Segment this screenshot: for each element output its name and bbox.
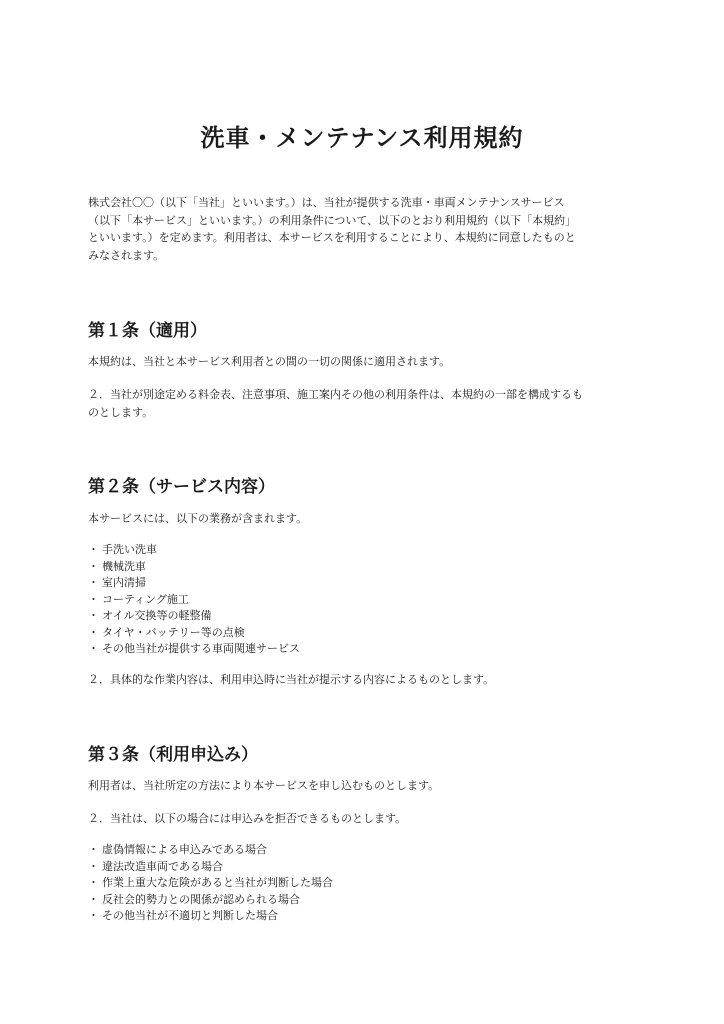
list-item-text: 機械洗車 — [102, 559, 146, 573]
bullet-mark: ・ — [88, 892, 99, 906]
paragraph-line: 本サービスには、以下の業務が含まれます。 — [88, 512, 308, 525]
list-item-text: コーティング施工 — [102, 592, 189, 606]
intro-line: といいます。）を定めます。利用者は、本サービスを利用することにより、本規約に同意したものと — [88, 231, 576, 244]
bullet-mark: ・ — [88, 625, 99, 639]
intro-line: （以下「本サービス」といいます。）の利用条件について、以下のとおり利用規約（以下「本規約」 — [88, 213, 577, 227]
article-2-heading: 第２条（サービス内容） — [88, 477, 275, 497]
list-item — [88, 559, 300, 576]
bullet-mark: ・ — [88, 576, 99, 589]
list-item — [88, 875, 333, 892]
article-2-paragraph-2 — [88, 671, 648, 689]
list-item-text: その他当社が提供する車両関連サービス — [102, 642, 300, 655]
paragraph-line: 利用者は、当社所定の方法により本サービスを申し込むものとします。 — [88, 779, 440, 792]
paragraph-line: ２．当社が別途定める料金表、注意事項、施工案内その他の利用条件は、本規約の一部を構成するも — [88, 388, 583, 401]
list-item-text: オイル交換等の軽整備 — [102, 609, 212, 622]
article-3-rejection-list — [88, 842, 333, 925]
list-item-text: 作業上重大な危険があると当社が判断した場合 — [102, 876, 333, 889]
list-item-text: タイヤ・バッテリー等の点検 — [102, 625, 245, 639]
list-item — [88, 892, 333, 909]
list-item — [88, 542, 300, 559]
intro-paragraph — [88, 194, 648, 264]
article-1-paragraph-1 — [88, 353, 648, 371]
article-1-heading: 第１条（適用） — [88, 321, 207, 341]
paragraph-line: ２．具体的な作業内容は、利用申込時に当社が提示する内容によるものとします。 — [88, 673, 495, 686]
list-item-text: 反社会的勢力との関係が認められる場合 — [102, 892, 300, 906]
article-3-paragraph-1 — [88, 777, 648, 795]
list-item-text: その他当社が不適切と判断した場合 — [102, 909, 278, 922]
list-item — [88, 842, 333, 859]
list-item — [88, 859, 333, 876]
bullet-mark: ・ — [88, 909, 99, 922]
list-item-text: 手洗い洗車 — [102, 543, 157, 556]
intro-line: 株式会社〇〇（以下「当社」といいます。）は、当社が提供する洗車・車両メンテナンスサービス — [88, 196, 565, 209]
list-item — [88, 608, 300, 625]
list-item — [88, 908, 333, 925]
list-item — [88, 592, 300, 609]
list-item — [88, 625, 300, 642]
article-2-paragraph-1 — [88, 510, 648, 528]
bullet-mark: ・ — [88, 859, 99, 873]
bullet-mark: ・ — [88, 876, 99, 889]
article-3-paragraph-2 — [88, 810, 648, 828]
list-item-text: 違法改造車両である場合 — [102, 859, 223, 873]
list-item-text: 虚偽情報による申込みである場合 — [102, 843, 267, 856]
list-item — [88, 575, 300, 592]
paragraph-line: 本規約は、当社と本サービス利用者との間の一切の関係に適用されます。 — [88, 355, 451, 368]
bullet-mark: ・ — [88, 543, 99, 556]
article-3-heading: 第３条（利用申込み） — [88, 745, 258, 765]
paragraph-line: ２．当社は、以下の場合には申込みを拒否できるものとします。 — [88, 812, 407, 825]
bullet-mark: ・ — [88, 592, 99, 606]
intro-line: みなされます。 — [88, 248, 165, 262]
bullet-mark: ・ — [88, 843, 99, 856]
document-title: 洗車・メンテナンス利用規約 — [200, 124, 524, 152]
paragraph-line: のとします。 — [88, 405, 154, 419]
list-item-text: 室内清掃 — [102, 576, 146, 589]
article-1-paragraph-2 — [88, 386, 648, 421]
list-item — [88, 641, 300, 658]
bullet-mark: ・ — [88, 609, 99, 622]
article-2-service-list — [88, 542, 300, 658]
bullet-mark: ・ — [88, 559, 99, 573]
bullet-mark: ・ — [88, 642, 99, 655]
